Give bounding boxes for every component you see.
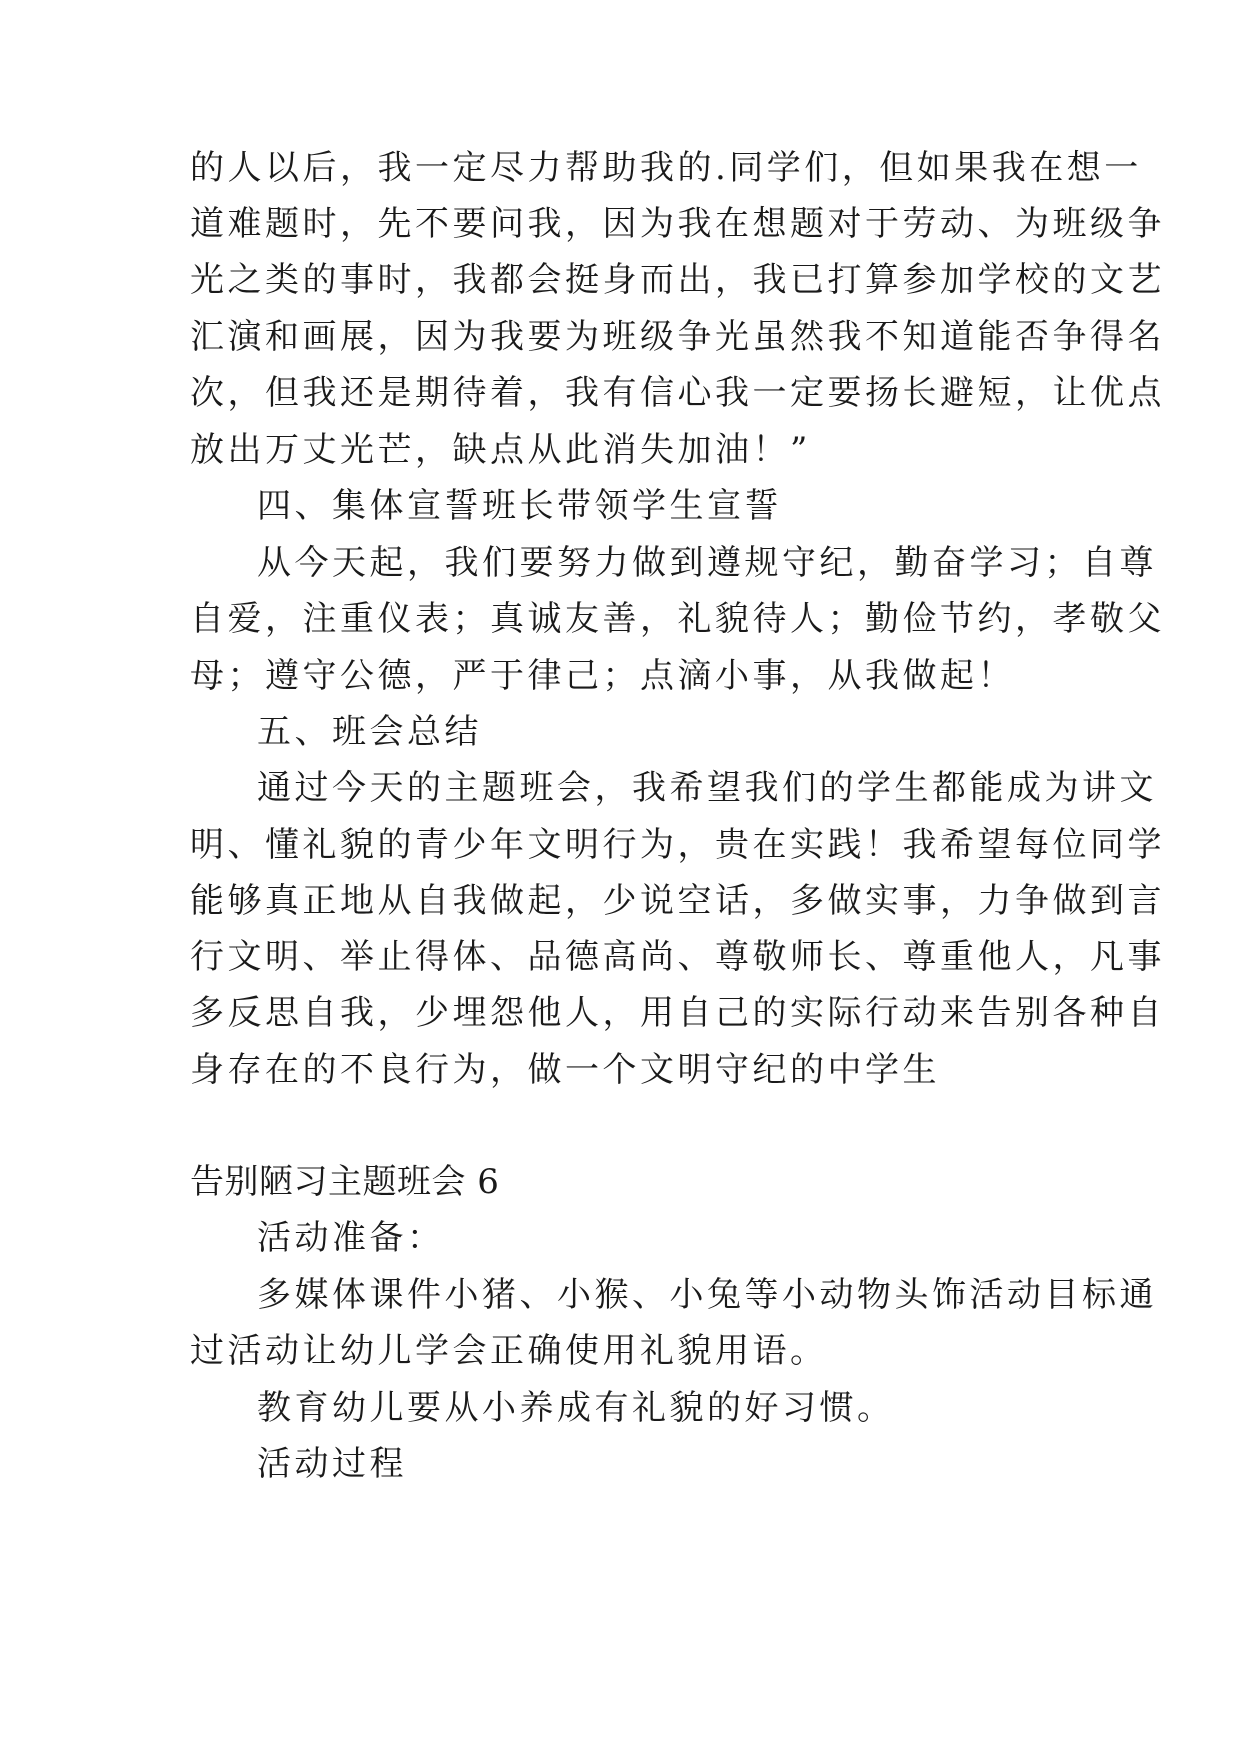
section-heading: 四、集体宣誓班长带领学生宣誓 — [257, 486, 782, 526]
paragraph-line: 的人以后，我一定尽力帮助我的.同学们，但如果我在想一 — [190, 148, 1142, 188]
prep-line: 过活动让幼儿学会正确使用礼貌用语。 — [190, 1331, 828, 1371]
article-title: 告别陋习主题班会 6 — [190, 1162, 500, 1202]
summary-line: 身存在的不良行为，做一个文明守纪的中学生 — [190, 1050, 940, 1090]
summary-line: 行文明、举止得体、品德高尚、尊敬师长、尊重他人，凡事 — [190, 937, 1165, 977]
education-line: 教育幼儿要从小养成有礼貌的好习惯。 — [257, 1388, 895, 1428]
prep-line: 多媒体课件小猪、小猴、小兔等小动物头饰活动目标通 — [257, 1275, 1157, 1315]
process-heading: 活动过程 — [257, 1444, 407, 1484]
summary-line: 能够真正地从自我做起，少说空话，多做实事，力争做到言 — [190, 881, 1165, 921]
paragraph-line: 汇演和画展，因为我要为班级争光虽然我不知道能否争得名 — [190, 317, 1165, 357]
summary-line: 明、懂礼貌的青少年文明行为，贵在实践！我希望每位同学 — [190, 825, 1165, 865]
section-heading: 五、班会总结 — [257, 712, 482, 752]
paragraph-line: 放出万丈光芒，缺点从此消失加油！” — [190, 430, 811, 470]
oath-line: 从今天起，我们要努力做到遵规守纪，勤奋学习；自尊 — [257, 543, 1157, 583]
oath-line: 自爱，注重仪表；真诚友善，礼貌待人；勤俭节约，孝敬父 — [190, 599, 1165, 639]
paragraph-line: 光之类的事时，我都会挺身而出，我已打算参加学校的文艺 — [190, 260, 1165, 300]
prep-heading: 活动准备： — [257, 1218, 445, 1258]
oath-line: 母；遵守公德，严于律己；点滴小事，从我做起！ — [190, 656, 1015, 696]
summary-line: 通过今天的主题班会，我希望我们的学生都能成为讲文 — [257, 768, 1157, 808]
paragraph-line: 道难题时，先不要问我，因为我在想题对于劳动、为班级争 — [190, 204, 1165, 244]
paragraph-line: 次，但我还是期待着，我有信心我一定要扬长避短，让优点 — [190, 373, 1165, 413]
summary-line: 多反思自我，少埋怨他人，用自己的实际行动来告别各种自 — [190, 993, 1165, 1033]
